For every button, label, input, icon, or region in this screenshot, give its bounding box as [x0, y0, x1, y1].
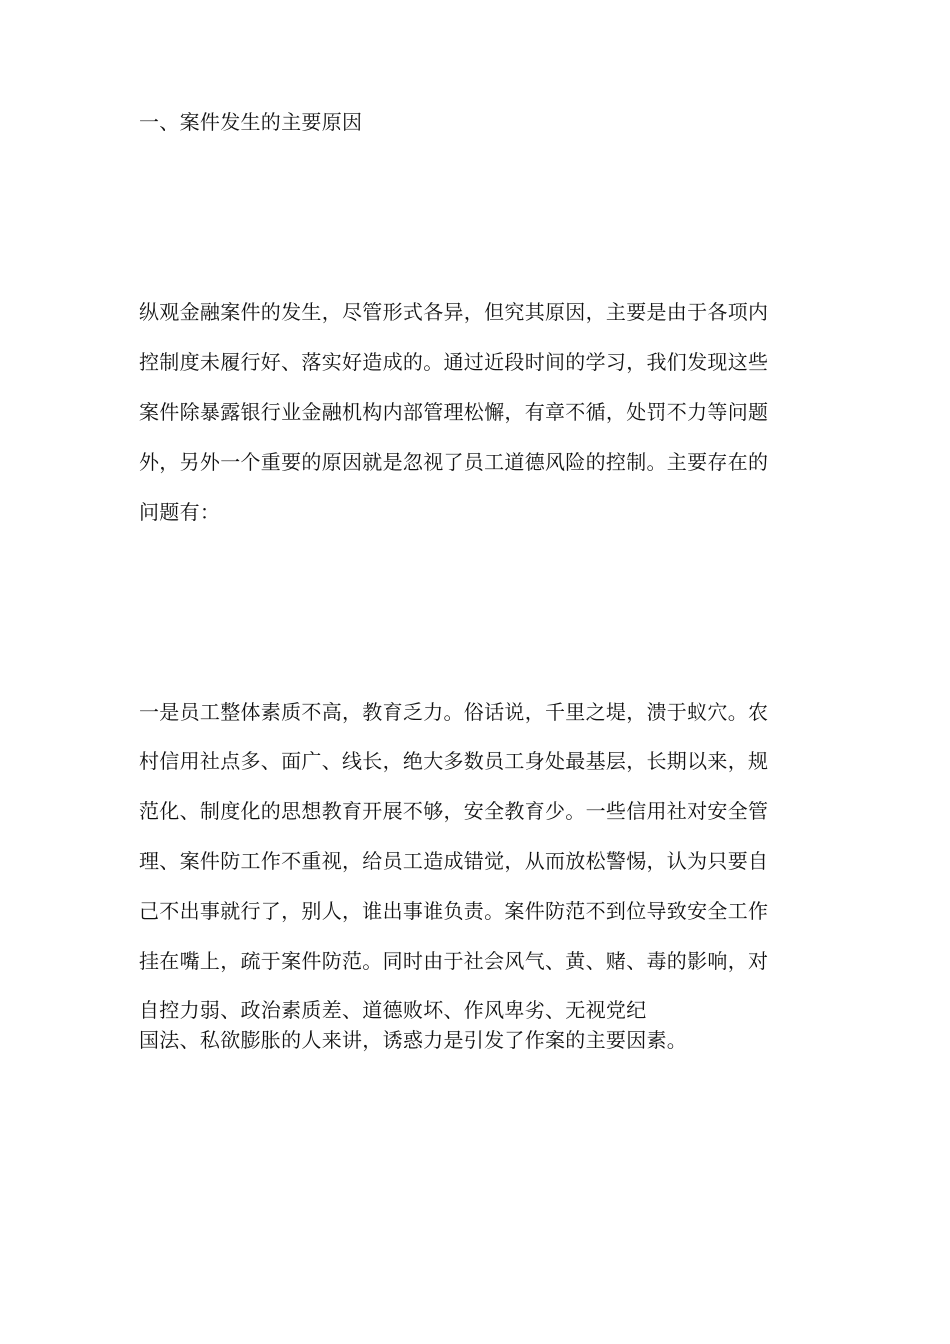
paragraph-line: 案件除暴露银行业金融机构内部管理松懈，有章不循，处罚不力等问题	[139, 400, 769, 424]
paragraph-line: 范化、制度化的思想教育开展不够，安全教育少。一些信用社对安全管	[139, 799, 769, 823]
paragraph-line: 理、案件防工作不重视，给员工造成错觉，从而放松警惕，认为只要自	[139, 849, 769, 873]
paragraph-line: 己不出事就行了，别人，谁出事谁负责。案件防范不到位导致安全工作	[139, 899, 769, 923]
paragraph-line: 控制度未履行好、落实好造成的。通过近段时间的学习，我们发现这些	[139, 350, 769, 374]
paragraph-line: 自控力弱、政治素质差、道德败坏、作风卑劣、无视党纪	[139, 998, 647, 1022]
paragraph-line: 挂在嘴上，疏于案件防范。同时由于社会风气、黄、赌、毒的影响，对	[139, 949, 769, 973]
paragraph-line: 问题有：	[139, 500, 221, 524]
paragraph-line: 村信用社点多、面广、线长，绝大多数员工身处最基层，长期以来，规	[139, 749, 769, 773]
paragraph-line: 一是员工整体素质不高，教育乏力。俗话说，千里之堤，溃于蚁穴。农	[139, 700, 769, 724]
section-heading: 一、案件发生的主要原因	[139, 110, 363, 134]
paragraph-line: 纵观金融案件的发生，尽管形式各异，但究其原因，主要是由于各项内	[139, 300, 769, 324]
paragraph-line: 国法、私欲膨胀的人来讲，诱惑力是引发了作案的主要因素。	[139, 1028, 688, 1052]
paragraph-line: 外，另外一个重要的原因就是忽视了员工道德风险的控制。主要存在的	[139, 450, 769, 474]
